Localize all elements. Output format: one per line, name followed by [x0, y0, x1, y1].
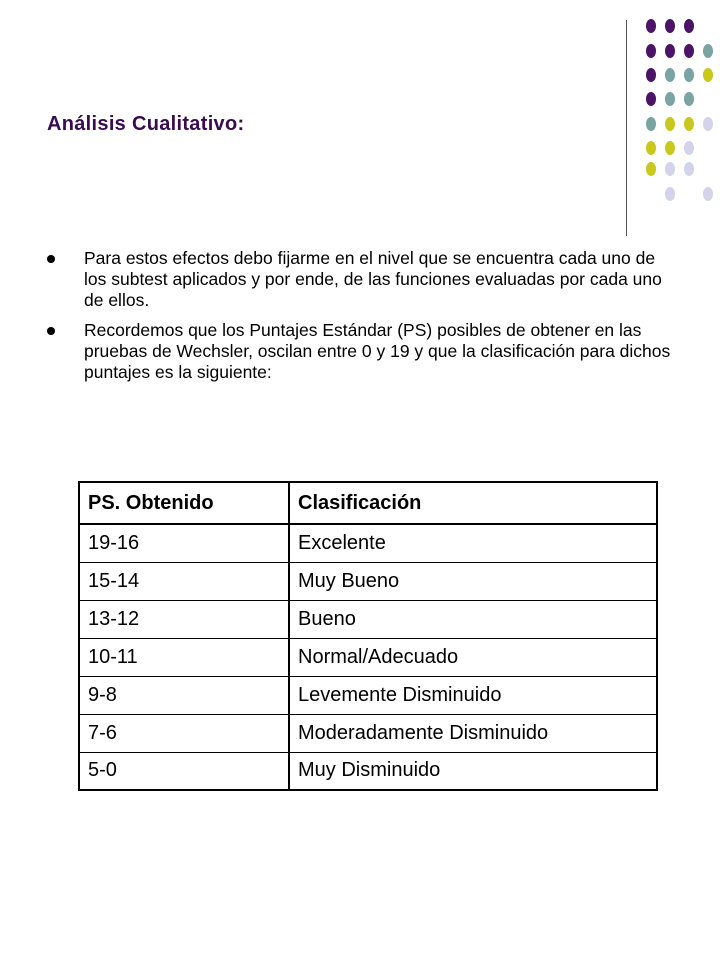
cell-classification: Normal/Adecuado — [289, 638, 657, 676]
bullet-list — [47, 248, 677, 392]
decorative-dot — [684, 44, 694, 58]
decorative-dot — [703, 187, 713, 201]
decorative-dot — [684, 19, 694, 33]
decorative-dot — [665, 19, 675, 33]
bullet-marker — [47, 255, 55, 263]
cell-classification: Muy Disminuido — [289, 752, 657, 790]
decorative-dot — [646, 117, 656, 131]
bullet-item — [47, 248, 677, 311]
cell-classification: Moderadamente Disminuido — [289, 714, 657, 752]
bullet-item — [47, 320, 677, 383]
header-clasificacion: Clasificación — [289, 482, 657, 524]
decorative-dot — [646, 68, 656, 82]
decorative-dot — [646, 19, 656, 33]
table-row — [79, 600, 657, 638]
header-ps-obtenido: PS. Obtenido — [79, 482, 289, 524]
table-row — [79, 562, 657, 600]
bullet-marker — [47, 327, 55, 335]
classification-table — [78, 481, 658, 791]
decorative-dot — [703, 117, 713, 131]
decorative-dot — [646, 92, 656, 106]
table-row — [79, 714, 657, 752]
slide-title: Análisis Cualitativo: — [47, 113, 245, 135]
decorative-dot — [665, 68, 675, 82]
decorative-dot — [684, 117, 694, 131]
bullet-text: Recordemos que los Puntajes Estándar (PS) posibles de obtener en las pruebas de Wechsler, oscilan entre 0 y 19 y que la clasificación para dichos puntajes es la siguiente: — [84, 320, 671, 382]
cell-classification: Bueno — [289, 600, 657, 638]
cell-ps: 7-6 — [79, 714, 289, 752]
decorative-dot — [665, 162, 675, 176]
cell-ps: 15-14 — [79, 562, 289, 600]
cell-ps: 5-0 — [79, 752, 289, 790]
decorative-dot — [684, 141, 694, 155]
decorative-dot — [646, 141, 656, 155]
decorative-dot — [684, 92, 694, 106]
decorative-dot — [684, 162, 694, 176]
table-row — [79, 752, 657, 790]
decorative-dot — [665, 187, 675, 201]
bullet-text: Para estos efectos debo fijarme en el nivel que se encuentra cada uno de los subtest aplicados y por ende, de las funciones evaluadas por cada uno de ellos. — [84, 248, 662, 310]
decorative-dot — [646, 44, 656, 58]
decorative-dot — [665, 141, 675, 155]
table-header-row — [79, 482, 657, 524]
table-row — [79, 676, 657, 714]
decorative-dot — [703, 44, 713, 58]
decorative-dot — [665, 92, 675, 106]
decorative-dot — [703, 68, 713, 82]
vertical-divider — [626, 20, 627, 236]
cell-ps: 10-11 — [79, 638, 289, 676]
cell-classification: Excelente — [289, 524, 657, 562]
decorative-dot — [684, 68, 694, 82]
decorative-dot — [665, 44, 675, 58]
cell-classification: Muy Bueno — [289, 562, 657, 600]
table-row — [79, 524, 657, 562]
cell-ps: 13-12 — [79, 600, 289, 638]
decorative-dot — [646, 162, 656, 176]
cell-ps: 9-8 — [79, 676, 289, 714]
decorative-dot — [665, 117, 675, 131]
cell-classification: Levemente Disminuido — [289, 676, 657, 714]
cell-ps: 19-16 — [79, 524, 289, 562]
table-row — [79, 638, 657, 676]
